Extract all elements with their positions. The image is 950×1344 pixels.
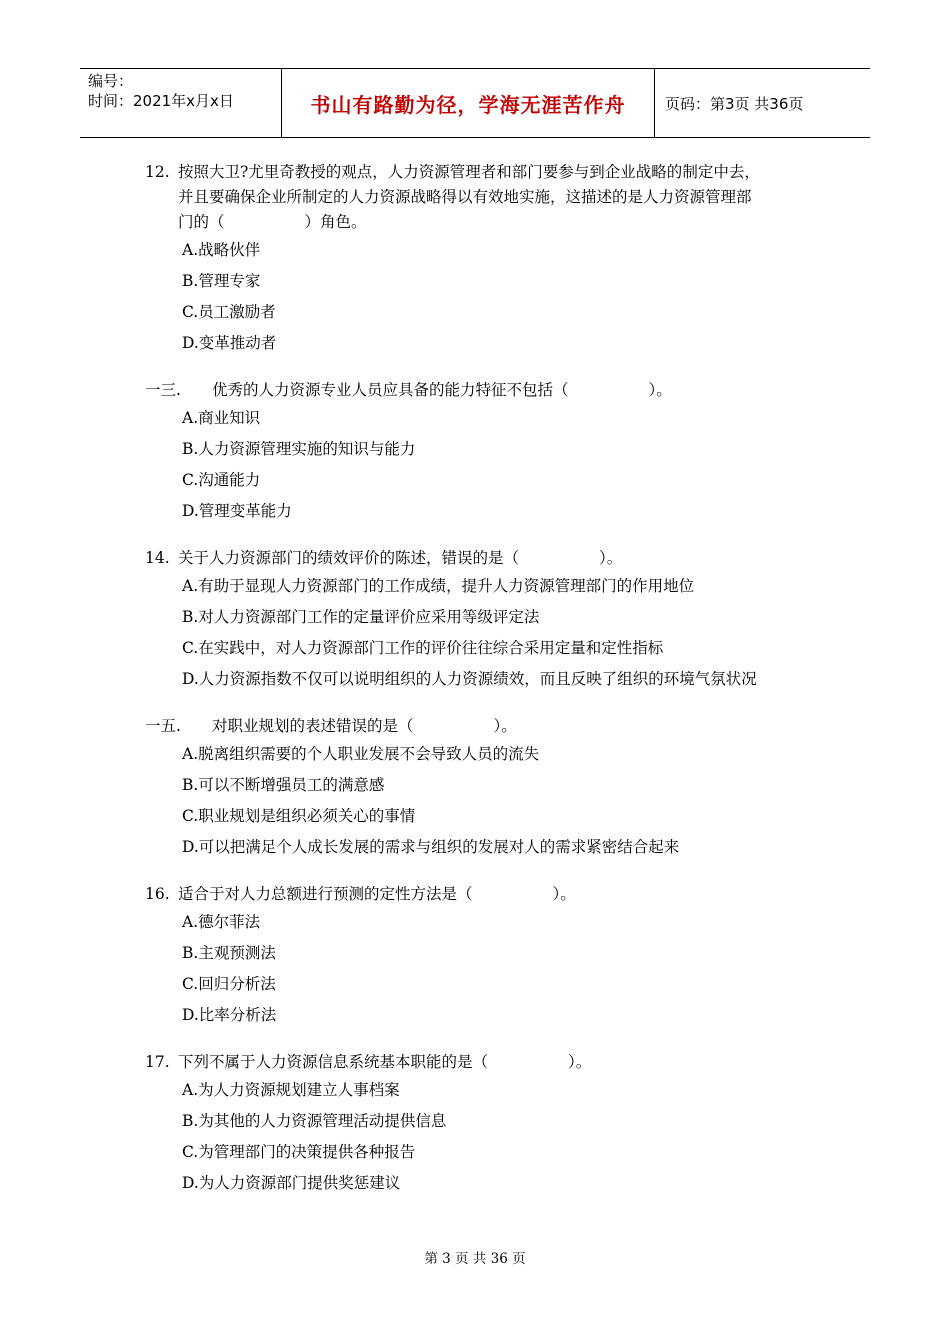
stem-after: ）角色。 (304, 213, 367, 231)
question-15 (145, 714, 825, 863)
option-d: D.可以把满足个人成长发展的需求与组织的发展对人的需求紧密结合起来 (182, 838, 680, 856)
question-stem-text (212, 714, 825, 739)
stem-line-text: 下列不属于人力资源信息系统基本职能的是（ (178, 1053, 489, 1071)
stem-line: 按照大卫?尤里奇教授的观点，人力资源管理者和部门要参与到企业战略的制定中去， (178, 163, 760, 181)
option-d: D.管理变革能力 (182, 502, 292, 520)
question-stem (145, 882, 825, 907)
question-17 (145, 1050, 825, 1199)
option-a: A.脱离组织需要的个人职业发展不会导致人员的流失 (182, 745, 540, 763)
question-16 (145, 882, 825, 1031)
option-c: C.为管理部门的决策提供各种报告 (182, 1143, 416, 1161)
header-meta (80, 69, 282, 137)
stem-line (178, 210, 825, 235)
option-b: B.主观预测法 (182, 944, 276, 962)
question-stem-text (178, 882, 825, 907)
header-number-label: 编号： (88, 72, 134, 90)
question-number: 17. (145, 1053, 170, 1071)
question-14 (145, 546, 825, 695)
question-stem (145, 714, 825, 739)
question-stem (145, 160, 825, 235)
option-c: C.沟通能力 (182, 471, 261, 489)
question-number: 16. (145, 885, 170, 903)
question-stem-text (178, 1050, 825, 1075)
header-time-label: 时间：2021年x月x日 (88, 92, 234, 110)
question-number: 一五. (145, 717, 181, 735)
option-b: B.为其他的人力资源管理活动提供信息 (182, 1112, 447, 1130)
question-stem (145, 1050, 825, 1075)
question-stem (145, 378, 825, 403)
question-number: 12. (145, 163, 170, 181)
question-12 (145, 160, 825, 359)
option-a: A.战略伙伴 (182, 241, 261, 259)
question-stem-text (212, 378, 825, 403)
option-c: C.回归分析法 (182, 975, 276, 993)
page-header (80, 68, 870, 138)
option-b: B.管理专家 (182, 272, 261, 290)
stem-after: ）。 (493, 717, 517, 735)
option-d: D.比率分析法 (182, 1006, 277, 1024)
stem-line-text: 适合于对人力总额进行预测的定性方法是（ (178, 885, 473, 903)
option-a: A.商业知识 (182, 409, 261, 427)
stem-line-text: 优秀的人力资源专业人员应具备的能力特征不包括（ (212, 381, 569, 399)
option-b: B.人力资源管理实施的知识与能力 (182, 440, 416, 458)
header-motto-cell (282, 69, 655, 137)
stem-after: ）。 (552, 885, 576, 903)
question-stem-text (178, 546, 825, 571)
question-number: 一三. (145, 381, 181, 399)
question-stem (145, 546, 825, 571)
header-motto: 书山有路勤为径，学海无涯苦作舟 (310, 92, 626, 117)
page-footer: 第 3 页 共 36 页 (424, 1251, 526, 1267)
question-13 (145, 378, 825, 527)
question-list (145, 160, 825, 1218)
stem-after: ）。 (568, 1053, 592, 1071)
option-d: D.人力资源指数不仅可以说明组织的人力资源绩效，而且反映了组织的环境气氛状况 (182, 670, 757, 688)
option-c: C.员工激励者 (182, 303, 276, 321)
option-c: C.职业规划是组织必须关心的事情 (182, 807, 416, 825)
option-b: B.可以不断增强员工的满意感 (182, 776, 385, 794)
option-a: A.德尔菲法 (182, 913, 261, 931)
question-stem-text (178, 160, 825, 235)
stem-line: 并且要确保企业所制定的人力资源战略得以有效地实施，这描述的是人力资源管理部 (178, 188, 752, 206)
option-a: A.为人力资源规划建立人事档案 (182, 1081, 400, 1099)
stem-after: ）。 (599, 549, 623, 567)
stem-line-text: 关于人力资源部门的绩效评价的陈述，错误的是（ (178, 549, 520, 567)
option-a: A.有助于显现人力资源部门的工作成绩，提升人力资源管理部门的作用地位 (182, 577, 695, 595)
option-c: C.在实践中，对人力资源部门工作的评价往往综合采用定量和定性指标 (182, 639, 664, 657)
option-d: D.为人力资源部门提供奖惩建议 (182, 1174, 401, 1192)
option-b: B.对人力资源部门工作的定量评价应采用等级评定法 (182, 608, 540, 626)
option-d: D.变革推动者 (182, 334, 277, 352)
stem-line-text: 对职业规划的表述错误的是（ (212, 717, 414, 735)
header-page-info: 页码：第3页 共36页 (665, 94, 804, 113)
stem-line-text: 门的（ (178, 213, 225, 231)
question-number: 14. (145, 549, 170, 567)
stem-after: ）。 (648, 381, 672, 399)
